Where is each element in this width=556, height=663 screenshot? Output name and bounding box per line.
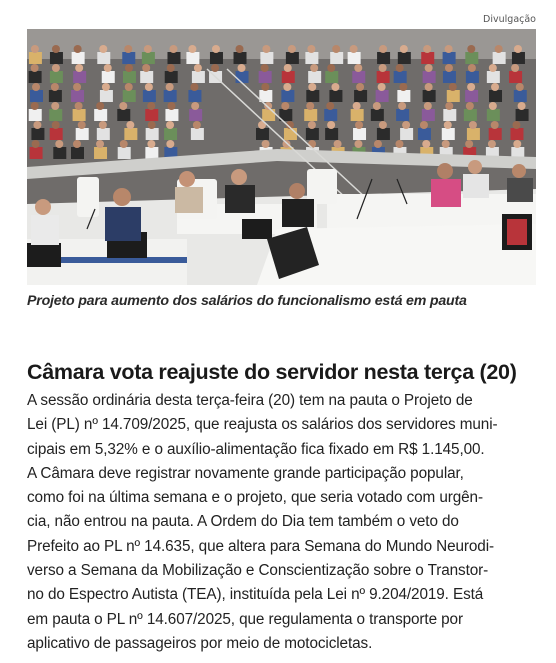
article-headline: Câmara vota reajuste do servidor nesta terça (20) bbox=[27, 360, 517, 384]
session-photo bbox=[27, 29, 536, 285]
body-line: no do Espectro Autista (TEA), instituída pela Lei nº 9.204/2019. Está bbox=[27, 586, 484, 604]
photo-caption: Projeto para aumento dos salários do funcionalismo está em pauta bbox=[27, 293, 467, 309]
body-line: Prefeito ao PL nº 14.635, que altera para Semana do Mundo Neurodi- bbox=[27, 537, 494, 555]
body-line: cia, não entrou na pauta. A Ordem do Dia tem também o veto do bbox=[27, 513, 459, 531]
body-line: como foi na última semana e o projeto, que seria votado com urgên- bbox=[27, 489, 483, 507]
body-line: cipais em 5,32% e o auxílio-alimentação fica fixado em R$ 1.145,00. bbox=[27, 440, 485, 458]
photo-credit: Divulgação bbox=[483, 14, 536, 25]
article-body bbox=[27, 389, 537, 656]
body-line: aplicativo de passageiros por meio de motocicletas. bbox=[27, 634, 373, 652]
body-line: A Câmara deve registrar novamente grande participação popular, bbox=[27, 464, 464, 482]
body-line: em pauta o PL nº 14.607/2025, que regulamenta o transporte por bbox=[27, 610, 463, 628]
body-line: Lei (PL) nº 14.709/2025, que reajusta os salários dos servidores muni- bbox=[27, 416, 498, 434]
body-line: verso a Semana da Mobilização e Conscientização sobre o Transtor- bbox=[27, 562, 489, 580]
body-line: A sessão ordinária desta terça-feira (20) tem na pauta o Projeto de bbox=[27, 392, 473, 409]
